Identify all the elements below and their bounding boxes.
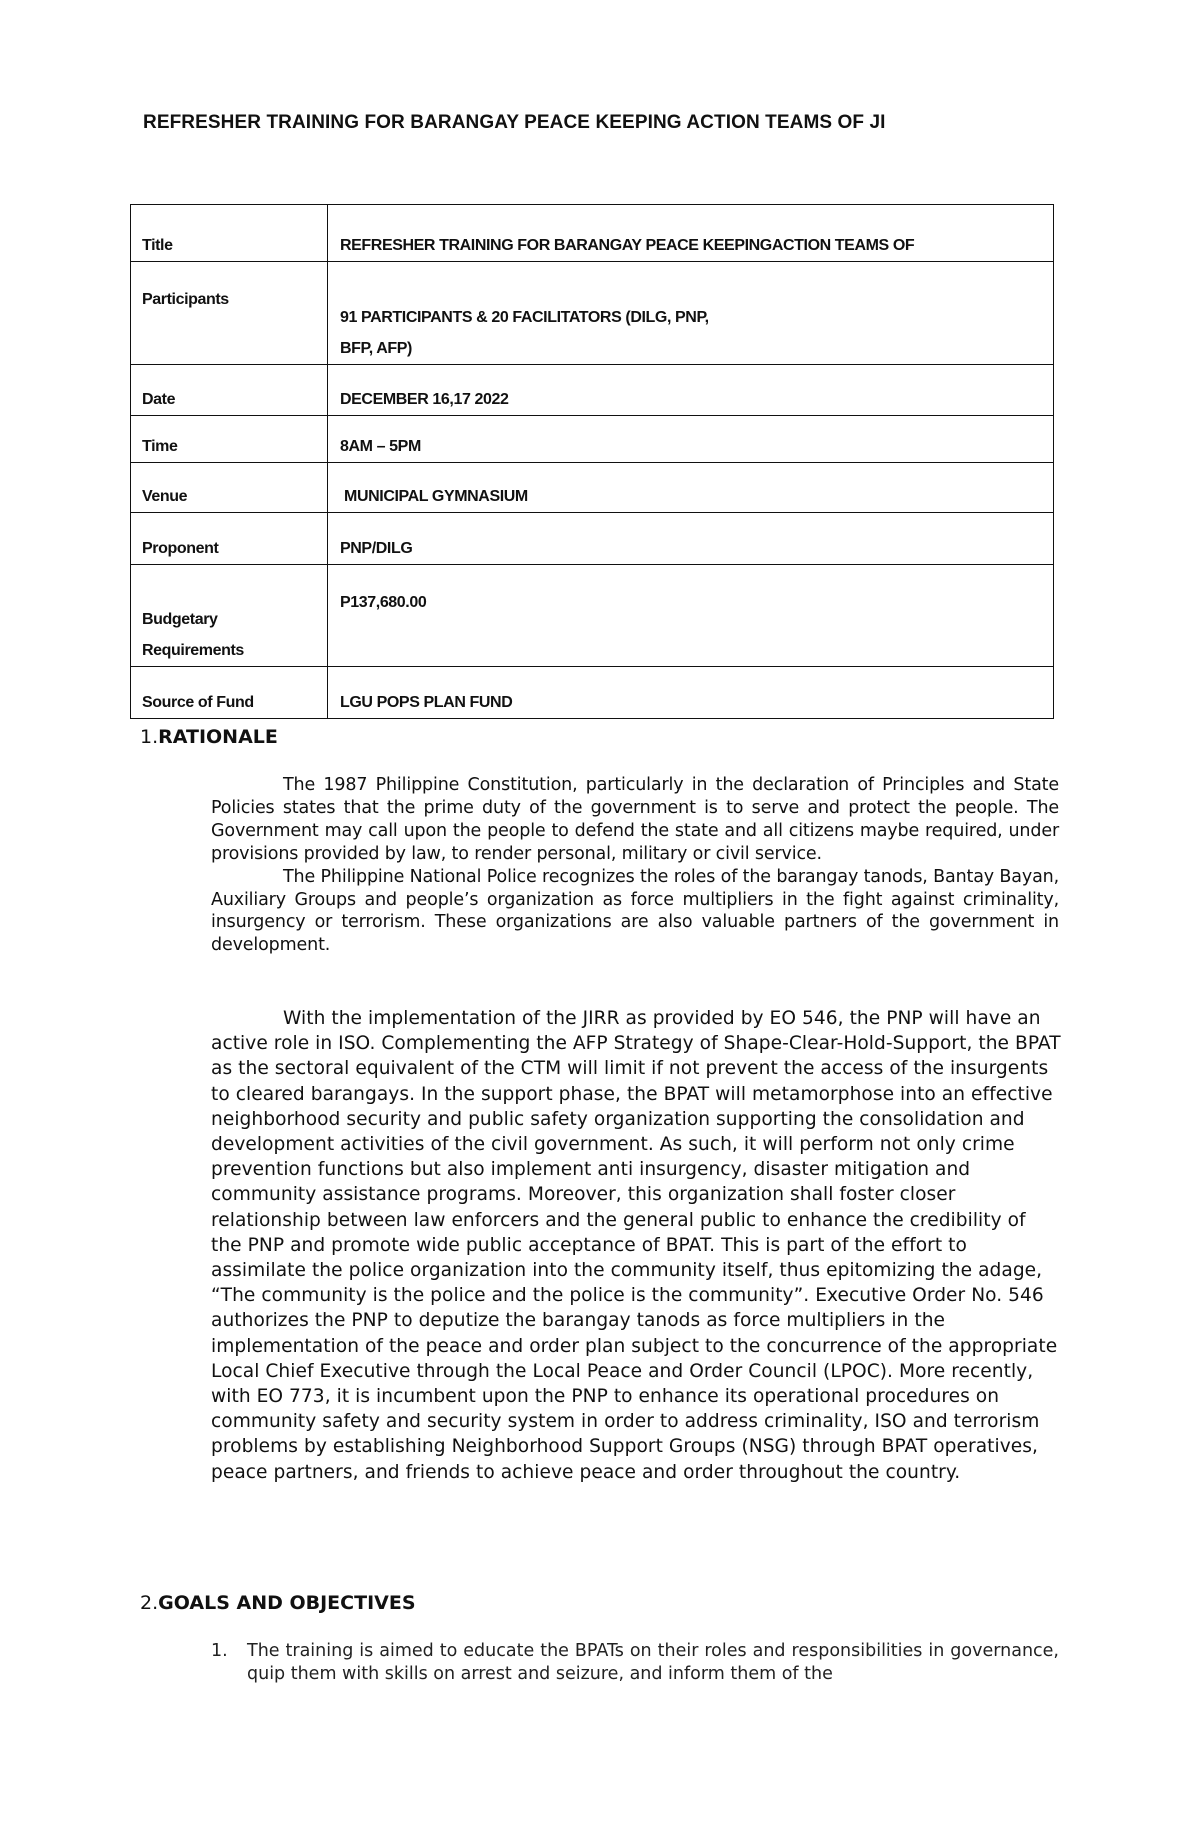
row-value-proponent: PNP/DILG [328,513,1054,565]
participants-line-2: BFP, AFP) [340,340,412,357]
list-item-text: The training is aimed to educate the BPATs on their roles and responsibilities in governance, quip them with skills on arrest and seizure, and inform them of the [247,1641,1059,1684]
table-row [131,463,1054,513]
section-heading-goals [140,1592,416,1614]
section-number: 1. [140,726,159,748]
participants-line-1: 91 PARTICIPANTS & 20 FACILITATORS (DILG, PNP, [340,309,709,326]
row-label-participants: Participants [131,262,328,365]
rationale-intro [211,774,1059,957]
paragraph: With the implementation of the JIRR as provided by EO 546, the PNP will have an active role in ISO. Complementing the AFP Strategy of Shape-Clear-Hold-Support, the BPAT as the sectoral equivalent of the CTM will limit if not prevent the access of the insurgents to cleared barangays. In the support phase, the BPAT will metamorphose into an effective neighborhood security and public safety organization supporting the consolidation and development activities of the civil government. As such, it will perform not only crime prevention functions but also implement anti insurgency, disaster mitigation and community assistance programs. Moreover, this organization shall foster closer relationship between law enforcers and the general public to enhance the credibility of the PNP and promote wide public acceptance of BPAT. This is part of the effort to assimilate the police organization into the community itself, thus epitomizing the adage, “The community is the police and the police is the community”. Executive Order No. 546 authorizes the PNP to deputize the barangay tanods as force multipliers in the implementation of the peace and order plan subject to the concurrence of the appropriate Local Chief Executive through the Local Peace and Order Council (LPOC). More recently, with EO 773, it is incumbent upon the PNP to enhance its operational procedures on community safety and security system in order to address criminality, ISO and terrorism problems by establishing Neighborhood Support Groups (NSG) through BPAT operatives, peace partners, and friends to achieve peace and order throughout the country. [211,1008,1061,1483]
section-title: GOALS AND OBJECTIVES [158,1592,416,1614]
budget-label-line-1: Budgetary [142,611,218,628]
row-label-time: Time [131,416,328,463]
row-value-source-of-fund: LGU POPS PLAN FUND [328,667,1054,719]
goals-list [211,1640,1059,1686]
table-row [131,513,1054,565]
list-item-number: 1. [211,1641,228,1661]
row-value-date: DECEMBER 16,17 2022 [328,365,1054,416]
section-number: 2. [140,1592,159,1614]
list-item [211,1640,1059,1686]
table-row [131,667,1054,719]
row-label-title: Title [131,205,328,262]
section-title: RATIONALE [158,726,278,748]
row-label-venue: Venue [131,463,328,513]
row-label-proponent: Proponent [131,513,328,565]
table-row [131,205,1054,262]
row-value-title: REFRESHER TRAINING FOR BARANGAY PEACE KEEPINGACTION TEAMS OF [328,205,1054,262]
row-value-time: 8AM – 5PM [328,416,1054,463]
paragraph: The 1987 Philippine Constitution, particularly in the declaration of Principles and State Policies states that the prime duty of the government is to serve and protect the people. The Government may call upon the people to defend the state and all citizens maybe required, under provisions provided by law, to render personal, military or civil service. [211,775,1059,864]
row-value-participants [328,262,1054,365]
row-value-budget: P137,680.00 [328,565,1054,667]
table-row [131,416,1054,463]
table-row [131,565,1054,667]
table-row [131,365,1054,416]
budget-label-line-2: Requirements [142,642,244,659]
paragraph: The Philippine National Police recognizes the roles of the barangay tanods, Bantay Bayan, Auxiliary Groups and people’s organization as force multipliers in the fight against criminality, insurgency or terrorism. These organizations are also valuable partners of the government in development. [211,866,1059,956]
table-row [131,262,1054,365]
row-label-budget [131,565,328,667]
info-table [130,204,1054,719]
row-label-source-of-fund: Source of Fund [131,667,328,719]
row-label-date: Date [131,365,328,416]
row-value-venue: MUNICIPAL GYMNASIUM [328,463,1054,513]
rationale-body [211,1006,1061,1485]
document-title: REFRESHER TRAINING FOR BARANGAY PEACE KEEPING ACTION TEAMS OF JI [143,112,886,133]
section-heading-rationale [140,726,278,748]
